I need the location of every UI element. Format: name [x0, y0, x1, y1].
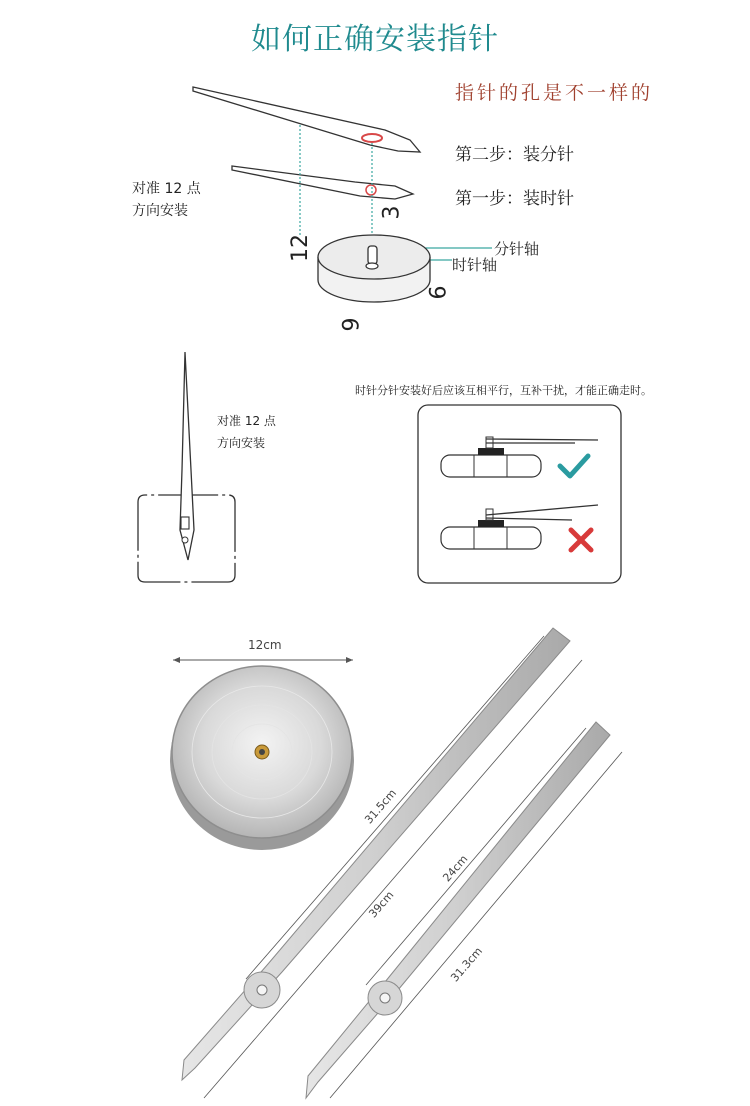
- minute-hole-icon: [362, 134, 382, 142]
- long-hand-visible-label: 31.5cm: [362, 786, 400, 827]
- align-line-1: 对准 12 点: [217, 414, 276, 428]
- dial-mark-12: 12: [288, 234, 313, 262]
- hole-note: 指针的孔是不一样的: [455, 82, 654, 104]
- dial-mark-9: 9: [339, 317, 365, 332]
- align-text-middle: [217, 410, 276, 454]
- movement-disk-illustration: [318, 235, 430, 302]
- page-title: 如何正确安装指针: [251, 22, 499, 57]
- align-line-1: 对准 12 点: [132, 181, 201, 197]
- dial-mark-3: 3: [379, 205, 405, 220]
- minute-shaft-label: 分针轴: [494, 240, 540, 258]
- align-line-2: 方向安装: [132, 203, 188, 219]
- step-one-label: 第一步：装时针: [455, 189, 574, 209]
- align-line-2: 方向安装: [217, 436, 266, 450]
- movement-photo: [170, 666, 354, 850]
- dial-mark-6: 6: [426, 285, 452, 300]
- long-hand-total-label: 39cm: [366, 888, 397, 921]
- minute-hand-illustration: [193, 87, 420, 152]
- movement-width-label: 12cm: [248, 638, 282, 652]
- step-two-label: 第二步：装分针: [455, 145, 574, 165]
- hour-hand-illustration: [232, 166, 413, 199]
- parallel-note: 时针分针安装好后应该互相平行，互补干扰，才能正确走时。: [355, 384, 652, 397]
- align-text-top: [132, 178, 201, 222]
- short-hand-visible-label: 24cm: [440, 852, 471, 885]
- parallel-hands-box: [418, 405, 621, 583]
- short-hand-total-label: 31.3cm: [448, 944, 486, 985]
- movement-with-hand-illustration: [138, 352, 235, 582]
- hour-hole-icon: [366, 185, 376, 195]
- hour-shaft-label: 时针轴: [452, 256, 498, 274]
